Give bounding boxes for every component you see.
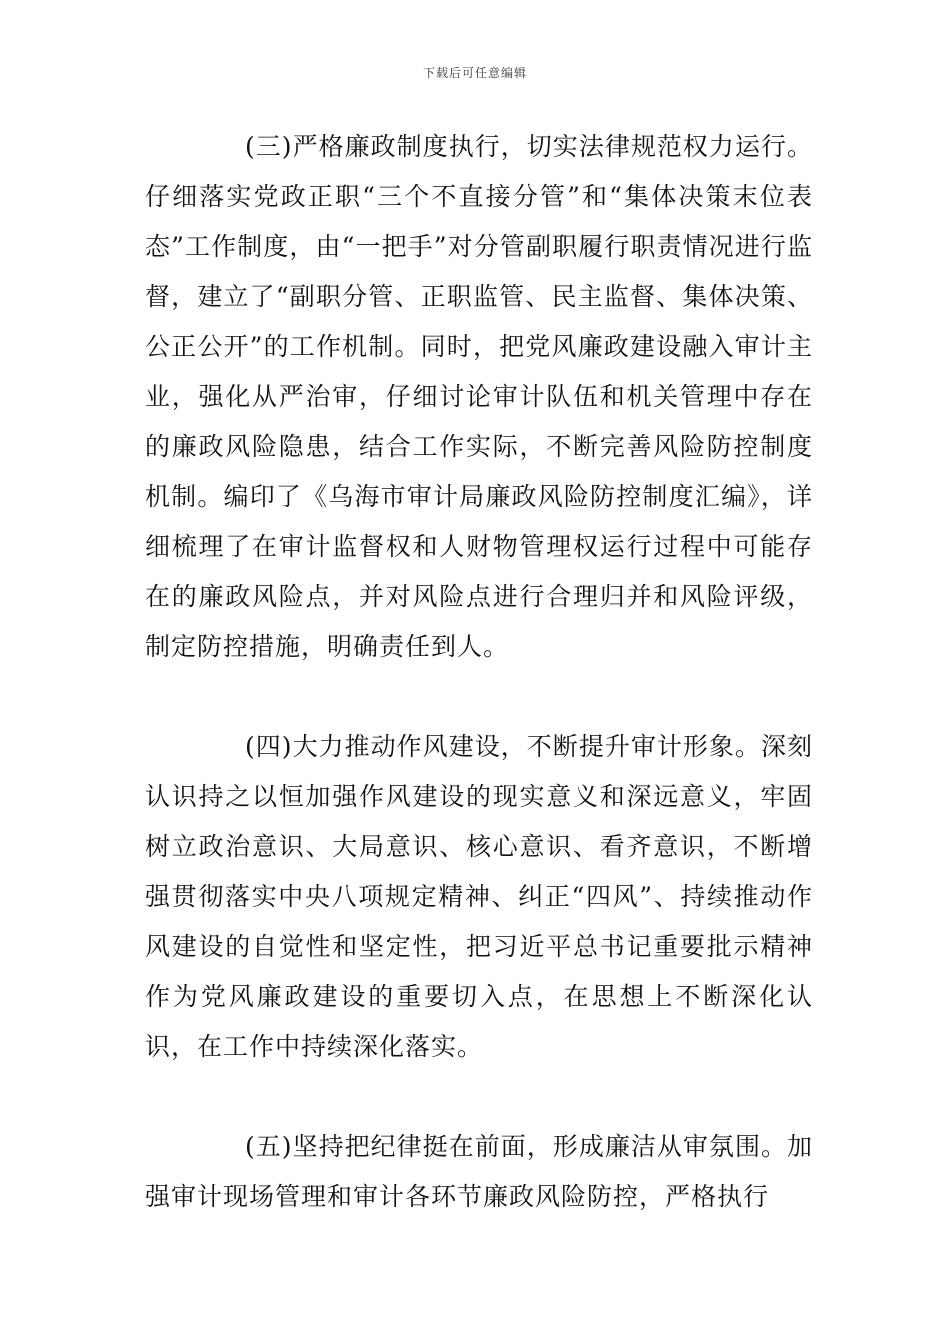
paragraph-section-4: (四)大力推动作风建设，不断提升审计形象。深刻认识持之以恒加强作风建设的现实意义和深远意义，牢固树立政治意识、大局意识、核心意识、看齐意识，不断增强贯彻落实中央八项规定精神、纠正“四风”、持续推动作风建设的自觉性和坚定性，把习近平总书记重要批示精神作为党风廉政建设的重要切入点，在思想上不断深化认识，在工作中持续深化落实。 <box>145 732 813 1061</box>
paragraph-spacer <box>145 1072 813 1122</box>
paragraph-section-5: (五)坚持把纪律挺在前面，形成廉洁从审氛围。加强审计现场管理和审计各环节廉政风险防控，严格执行 <box>145 1132 813 1211</box>
paragraph-section-3: (三)严格廉政制度执行，切实法律规范权力运行。仔细落实党政正职“三个不直接分管”和“集体决策末位表态”工作制度，由“一把手”对分管副职履行职责情况进行监督，建立了“副职分管、正职监管、民主监督、集体决策、公正公开”的工作机制。同时，把党风廉政建设融入审计主业，强化从严治审，仔细讨论审计队伍和机关管理中存在的廉政风险隐患，结合工作实际，不断完善风险防控制度机制。编印了《乌海市审计局廉政风险防控制度汇编》，详细梳理了在审计监督权和人财物管理权运行过程中可能存在的廉政风险点，并对风险点进行合理归并和风险评级，制定防控措施，明确责任到人。 <box>145 132 813 661</box>
document-body <box>145 122 813 1222</box>
paragraph-spacer <box>145 672 813 722</box>
page-header: 下载后可任意编辑 <box>422 66 527 80</box>
